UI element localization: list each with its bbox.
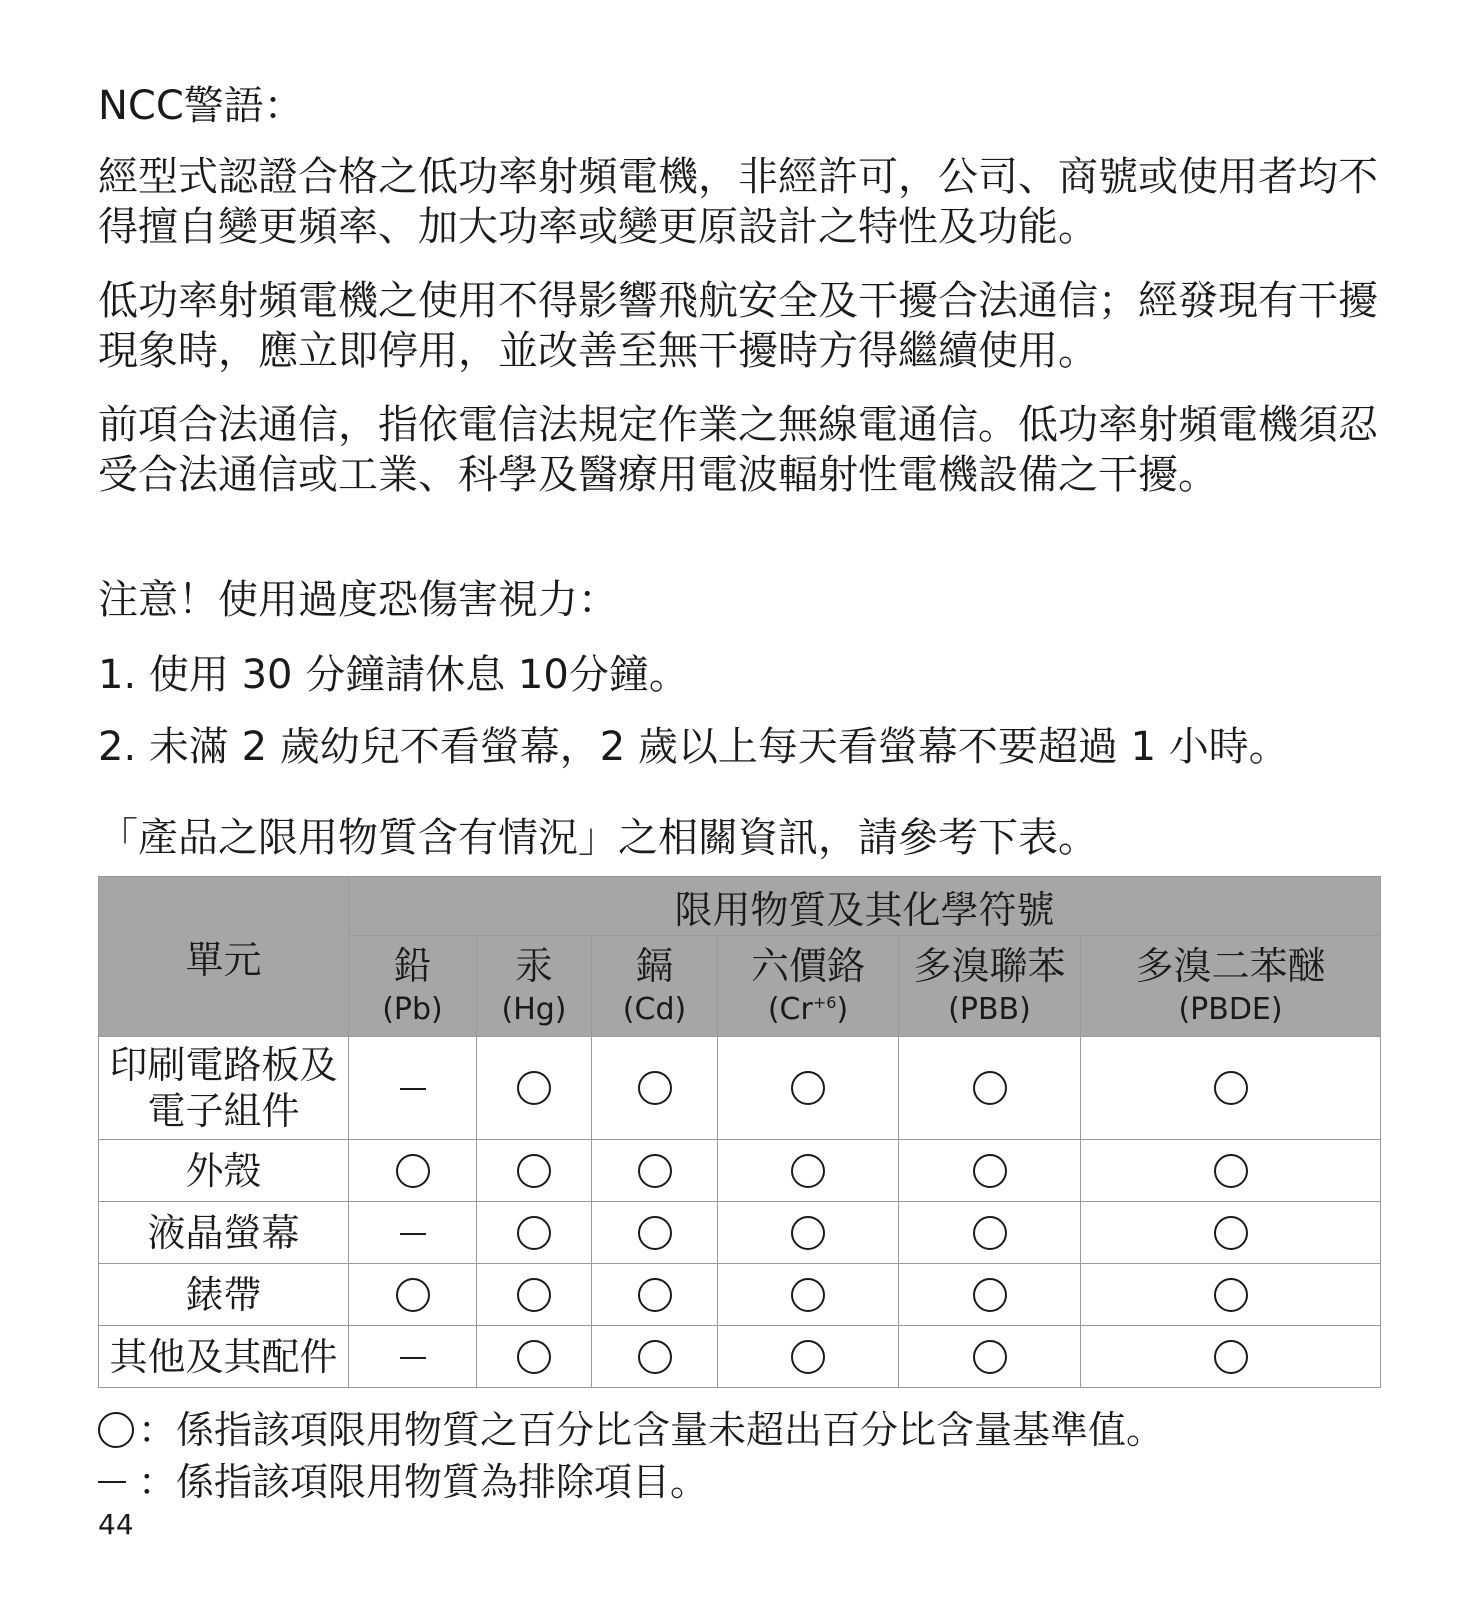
substance-cell xyxy=(718,1140,899,1202)
column-header-pbde xyxy=(1081,936,1381,1037)
circle-icon xyxy=(517,1216,551,1250)
dash-icon xyxy=(400,1088,426,1090)
vision-caution-list xyxy=(98,650,1380,772)
document-page xyxy=(98,82,1380,1508)
symbol-superscript: +6 xyxy=(812,993,837,1013)
column-header-cadmium xyxy=(592,936,718,1037)
circle-icon xyxy=(791,1154,825,1188)
part-name-line: 外殼 xyxy=(185,1148,262,1193)
circle-icon xyxy=(396,1278,430,1312)
substance-cell xyxy=(899,1202,1081,1264)
table-row xyxy=(99,1264,1381,1326)
column-symbol: (Cd) xyxy=(622,992,687,1028)
ncc-paragraph-2: 低功率射頻電機之使用不得影響飛航安全及干擾合法通信；經發現有干擾現象時，應立即停用，並改善至無干擾時方得繼續使用。 xyxy=(98,278,1378,374)
substance-cell xyxy=(1081,1140,1381,1202)
substance-cell xyxy=(477,1037,592,1140)
part-name-line: 錶帶 xyxy=(185,1272,262,1317)
part-name-cell xyxy=(99,1202,349,1264)
substance-cell xyxy=(718,1264,899,1326)
part-name-cell xyxy=(99,1140,349,1202)
column-name: 汞 xyxy=(514,943,553,988)
substance-cell xyxy=(349,1140,477,1202)
substance-cell xyxy=(349,1037,477,1140)
substance-cell xyxy=(592,1202,718,1264)
circle-icon xyxy=(973,1278,1007,1312)
table-intro: 「產品之限用物質含有情況」之相關資訊，請參考下表。 xyxy=(98,815,1098,861)
circle-icon xyxy=(973,1216,1007,1250)
part-name-line: 電子組件 xyxy=(147,1089,300,1133)
table-row xyxy=(99,1202,1381,1264)
substance-cell xyxy=(349,1202,477,1264)
substance-cell xyxy=(899,1326,1081,1388)
column-header-pbb xyxy=(899,936,1081,1037)
table-legend xyxy=(98,1404,1380,1508)
circle-icon xyxy=(791,1278,825,1312)
substance-cell xyxy=(477,1202,592,1264)
ncc-paragraph-1: 經型式認證合格之低功率射頻電機，非經許可，公司、商號或使用者均不得擅自變更頻率、加大功率或變更原設計之特性及功能。 xyxy=(98,154,1378,250)
substances-group-header: 限用物質及其化學符號 xyxy=(349,877,1381,936)
substance-cell xyxy=(592,1264,718,1326)
legend-circle xyxy=(98,1404,1380,1456)
dash-icon xyxy=(400,1357,426,1359)
part-name-line: 液晶螢幕 xyxy=(147,1210,300,1255)
column-symbol xyxy=(719,993,897,1026)
circle-icon xyxy=(791,1340,825,1374)
column-name: 多溴二苯醚 xyxy=(1135,943,1326,988)
circle-icon xyxy=(973,1071,1007,1105)
legend-dash xyxy=(98,1456,1380,1508)
page-number: 44 xyxy=(98,1508,134,1541)
substance-cell xyxy=(477,1140,592,1202)
circle-icon xyxy=(1214,1216,1248,1250)
column-symbol: (PBB) xyxy=(948,992,1031,1028)
substance-cell xyxy=(592,1326,718,1388)
circle-icon xyxy=(1214,1340,1248,1374)
circle-icon xyxy=(791,1071,825,1105)
part-name-cell xyxy=(99,1037,349,1140)
circle-icon xyxy=(638,1154,672,1188)
substance-cell xyxy=(718,1326,899,1388)
substance-cell xyxy=(1081,1037,1381,1140)
substance-cell xyxy=(1081,1202,1381,1264)
circle-icon xyxy=(1214,1071,1248,1105)
circle-icon xyxy=(1214,1154,1248,1188)
table-row xyxy=(99,1037,1381,1140)
column-symbol: (Pb) xyxy=(382,992,443,1028)
column-symbol: (PBDE) xyxy=(1178,992,1283,1028)
circle-icon xyxy=(973,1340,1007,1374)
substance-cell xyxy=(592,1037,718,1140)
circle-icon xyxy=(791,1216,825,1250)
legend-dash-text: ：係指該項限用物質為排除項目。 xyxy=(138,1460,709,1504)
column-symbol: (Hg) xyxy=(501,992,567,1028)
symbol-close: ) xyxy=(836,992,849,1028)
circle-icon xyxy=(1214,1278,1248,1312)
part-name-line: 其他及其配件 xyxy=(109,1334,338,1379)
symbol-text: (Cr xyxy=(767,992,813,1028)
column-name: 鉛 xyxy=(393,943,432,988)
vision-caution-title: 注意！使用過度恐傷害視力： xyxy=(98,577,618,623)
legend-circle-text: ：係指該項限用物質之百分比含量未超出百分比含量基準值。 xyxy=(138,1408,1165,1452)
unit-header: 單元 xyxy=(99,877,349,1037)
column-name: 鎘 xyxy=(635,943,674,988)
part-name-cell xyxy=(99,1264,349,1326)
column-name: 多溴聯苯 xyxy=(913,943,1066,988)
circle-icon xyxy=(517,1340,551,1374)
circle-icon xyxy=(396,1154,430,1188)
substance-cell xyxy=(899,1037,1081,1140)
circle-icon xyxy=(517,1278,551,1312)
caution-item-1: 1. 使用 30 分鐘請休息 10分鐘。 xyxy=(98,652,689,698)
substance-cell xyxy=(899,1264,1081,1326)
ncc-paragraph-3: 前項合法通信，指依電信法規定作業之無線電通信。低功率射頻電機須忍受合法通信或工業、科學及醫療用電波輻射性電機設備之干擾。 xyxy=(98,402,1378,498)
table-row xyxy=(99,1326,1381,1388)
circle-icon xyxy=(98,1412,134,1448)
dash-icon xyxy=(98,1481,126,1483)
ncc-warning-title: NCC警語： xyxy=(98,83,304,129)
column-header-lead xyxy=(349,936,477,1037)
caution-item-2: 2. 未滿 2 歲幼兒不看螢幕，2 歲以上每天看螢幕不要超過 1 小時。 xyxy=(98,724,1289,770)
circle-icon xyxy=(638,1278,672,1312)
table-row xyxy=(99,1140,1381,1202)
substance-cell xyxy=(899,1140,1081,1202)
table-body xyxy=(99,1037,1381,1388)
substance-cell xyxy=(1081,1264,1381,1326)
substance-cell xyxy=(477,1264,592,1326)
substance-cell xyxy=(718,1202,899,1264)
circle-icon xyxy=(517,1154,551,1188)
part-name-line: 印刷電路板及 xyxy=(109,1043,338,1087)
restricted-substances-table xyxy=(98,876,1381,1388)
circle-icon xyxy=(638,1071,672,1105)
substance-cell xyxy=(477,1326,592,1388)
substance-cell xyxy=(718,1037,899,1140)
circle-icon xyxy=(973,1154,1007,1188)
column-header-mercury xyxy=(477,936,592,1037)
substance-cell xyxy=(592,1140,718,1202)
circle-icon xyxy=(638,1340,672,1374)
substance-cell xyxy=(349,1264,477,1326)
column-header-chromium xyxy=(718,936,899,1037)
dash-icon xyxy=(400,1233,426,1235)
substance-cell xyxy=(1081,1326,1381,1388)
substance-cell xyxy=(349,1326,477,1388)
part-name-cell xyxy=(99,1326,349,1388)
circle-icon xyxy=(638,1216,672,1250)
circle-icon xyxy=(517,1071,551,1105)
column-name: 六價鉻 xyxy=(750,943,865,988)
